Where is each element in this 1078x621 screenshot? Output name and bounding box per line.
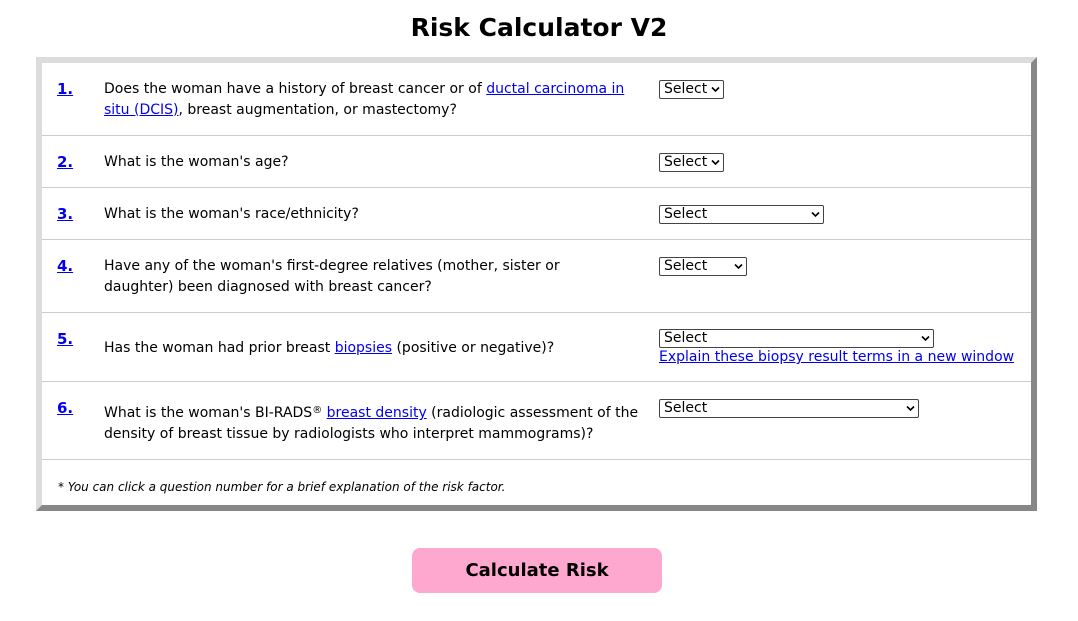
chevron-down-icon [734,263,743,270]
chevron-down-icon [711,86,720,93]
question-number-2[interactable]: 2. [57,153,74,171]
breast-density-link[interactable]: breast density [326,405,427,421]
question-text-5: Has the woman had prior breast biopsies (positive or negative)? [104,340,555,356]
history-select[interactable]: Select [659,80,724,99]
chevron-down-icon [811,211,820,218]
question-text-2: What is the woman's age? [104,154,289,170]
question-text-3: What is the woman's race/ethnicity? [104,206,359,222]
chevron-down-icon [921,335,930,342]
question-row-2 [42,136,1031,188]
page-title: Risk Calculator V2 [410,13,668,42]
race-ethnicity-select[interactable]: Select [659,205,824,224]
relatives-select[interactable]: Select [659,257,747,276]
question-number-6[interactable]: 6. [57,399,74,417]
breast-density-select[interactable]: Select [659,399,919,418]
question-number-4[interactable]: 4. [57,257,74,275]
question-row-4 [42,240,1031,313]
question-text-1: Does the woman have a history of breast cancer or of ductal carcinoma in situ (DCIS), breast augmentation, or mastectomy? [104,81,625,118]
question-number-1[interactable]: 1. [57,80,74,98]
dcis-link[interactable]: ductal carcinoma in situ (DCIS) [104,81,625,118]
chevron-down-icon [711,159,720,166]
chevron-down-icon [906,405,915,412]
question-row-3 [42,188,1031,240]
question-row-1 [42,63,1031,136]
calculate-risk-button[interactable]: Calculate Risk [412,548,662,593]
question-number-3[interactable]: 3. [57,205,74,223]
explain-biopsy-terms-link[interactable]: Explain these biopsy result terms in a new window [659,349,1015,365]
question-number-5[interactable]: 5. [57,330,74,348]
question-row-6 [42,382,1031,460]
biopsies-link[interactable]: biopsies [334,340,393,356]
footnote: * You can click a question number for a brief explanation of the risk factor. [58,480,506,494]
question-text-4: Have any of the woman's first-degree relatives (mother, sister or daughter) been diagnosed with breast cancer? [104,258,560,295]
biopsy-select[interactable]: Select [659,329,934,348]
age-select[interactable]: Select [659,153,724,172]
question-text-6: What is the woman's BI-RADS® breast density (radiologic assessment of the density of breast tissue by radiologists who interpret mammograms)? [104,405,639,442]
question-row-5 [42,313,1031,382]
questionnaire-frame [36,57,1037,511]
